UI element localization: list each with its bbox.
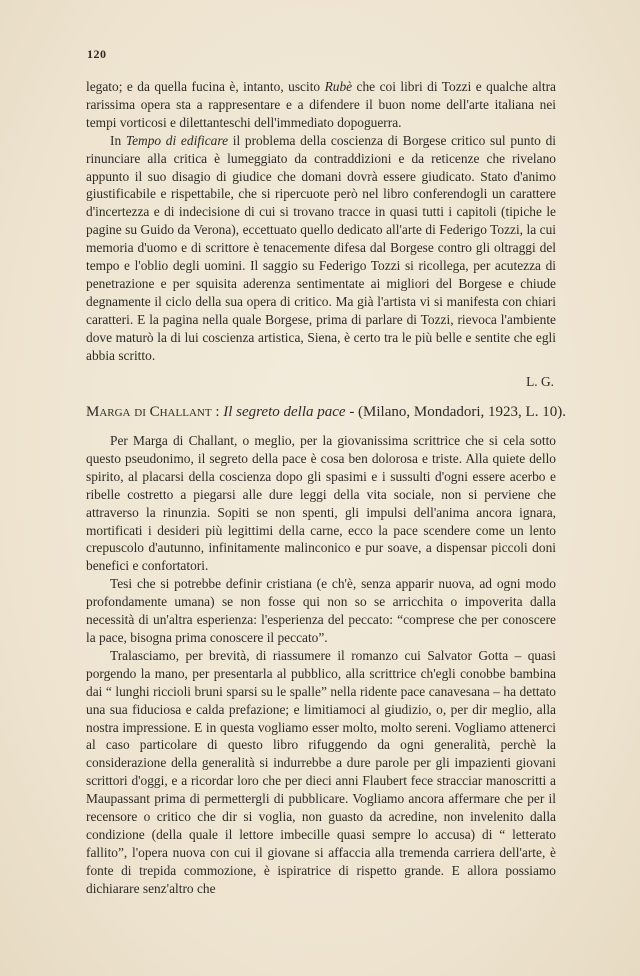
paragraph: Per Marga di Challant, o meglio, per la giovanissima scrittrice che si cela sotto questo pseudonimo, il segreto della pace è cosa ben dolorosa e triste. Alla quiete dello spirito, al placarsi della coscienza dopo gli spasimi e i sussulti d'ogni essere acerbo e ribelle costretto a piegarsi alle dure leggi della vita sociale, non si perviene che attraverso la rinunzia. Sopiti se non spenti, gli impulsi dell'anima ancora ignara, mortificati i desideri più legittimi della carne, ecco la pace scendere come un lento crepuscolo d'autunno, infinitamente malinconico e pur soave, a dispensar piccoli doni benefici e confortatori. — [86, 433, 556, 574]
paragraph: legato; e da quella fucina è, intanto, uscito Rubè che coi libri di Tozzi e qualche altra rarissima opera sta a rappresentare e a difendere il buon nome dell'arte italiana nei tempi vorticosi e dilettanteschi dell'immediato dopoguerra. — [86, 79, 556, 130]
paragraph: In Tempo di edificare il problema della coscienza di Borgese critico sul punto di rinunciare alla critica è lumeggiato da contraddizioni e da reticenze che rivelano appunto il suo disagio di giudice che domani dovrà essere giudicato. Stato d'animo giustificabile e rispettabile, che si ripercuote però nel libro conferendogli un carattere d'incertezza e di indecisione di cui si trovano tracce in quasi tutti i capitoli (tipiche le pagine su Guido da Verona), eccettuato quello dedicato all'arte di Federigo Tozzi, la cui memoria d'uomo e di scrittore è tenacemente difesa dal Borgese contro gli oltraggi del tempo e l'oblio degli uomini. Il saggio su Federigo Tozzi si ricollega, per acutezza di penetrazione e per squisita aderenza sentimentate ai migliori del Borgese e chiude degnamente il ciclo della sua opera di critico. Ma già l'artista vi si manifesta con chiari caratteri. E la pagina nella quale Borgese, prima di parlare di Tozzi, rievoca l'ambiente dove maturò la di lui coscienza artistica, Siena, è certo tra le più belle e sentite che egli abbia scritto. — [86, 132, 556, 363]
review-body — [86, 432, 556, 898]
book-title-tempo-di-edificare: Tempo di edificare — [125, 132, 229, 148]
review-book-title: Il segreto della pace — [223, 404, 346, 420]
paragraph: Tralasciamo, per brevità, di riassumere il romanzo cui Salvator Gotta – quasi porgendo la mano, per presentarla al pubblico, alla scrittrice ch'egli conobbe bambina dai “ lunghi riccioli bruni sparsi su le spalle” nella ridente pace canavesana – ha dettato una sua fiduciosa e calda prefazione; e limitiamoci al giudizio, o, per dir meglio, alla nostra impressione. E in questa vogliamo esser molto, molto sereni. Vogliamo attenerci al caso particolare di questo libro rifuggendo da ogni generalità, perchè la considerazione della generalità si indurrebbe a dure parole per gli impazienti giovani scrittori d'oggi, e a ricordar loro che per dieci anni Flaubert fece stracciar manoscritti a Maupassant prima di permettergli di pubblicare. Vogliamo ancora affermare che per il recensore o critico che dir si voglia, non guasto da acredine, non invelenito dalla condizione (della quale il lettore imbecille quasi sempre lo accusa) di “ letterato fallito”, l'opera nuova con cui il giovane si affaccia alla tremenda carriera dell'arte, è fonte di trepida commozione, è ispiratrice di rispetto grande. E allora possiamo dichiarare senz'altro che — [86, 647, 556, 896]
review-author: Marga di Challant — [86, 404, 212, 420]
review-heading: Marga di Challant : Il segreto della pace - (Milano, Mondadori, 1923, L. 10). — [86, 404, 566, 420]
book-title-rube: Rubè — [324, 79, 353, 94]
paragraph: Tesi che si potrebbe definir cristiana (e ch'è, senza apparir nuova, ad ogni modo profondamente umana) se non fosse qui non so se arricchita o impoverita dalla necessità di un'altra esperienza: l'esperienza del peccato: “comprese che per conoscere la pace, bisogna prima conoscere il peccato”. — [86, 576, 556, 645]
review-publication-details: - (Milano, Mondadori, 1923, L. 10). — [345, 404, 566, 420]
reviewer-signature: L. G. — [526, 374, 554, 389]
previous-review-text — [86, 78, 556, 365]
page-number: 120 — [87, 47, 107, 61]
